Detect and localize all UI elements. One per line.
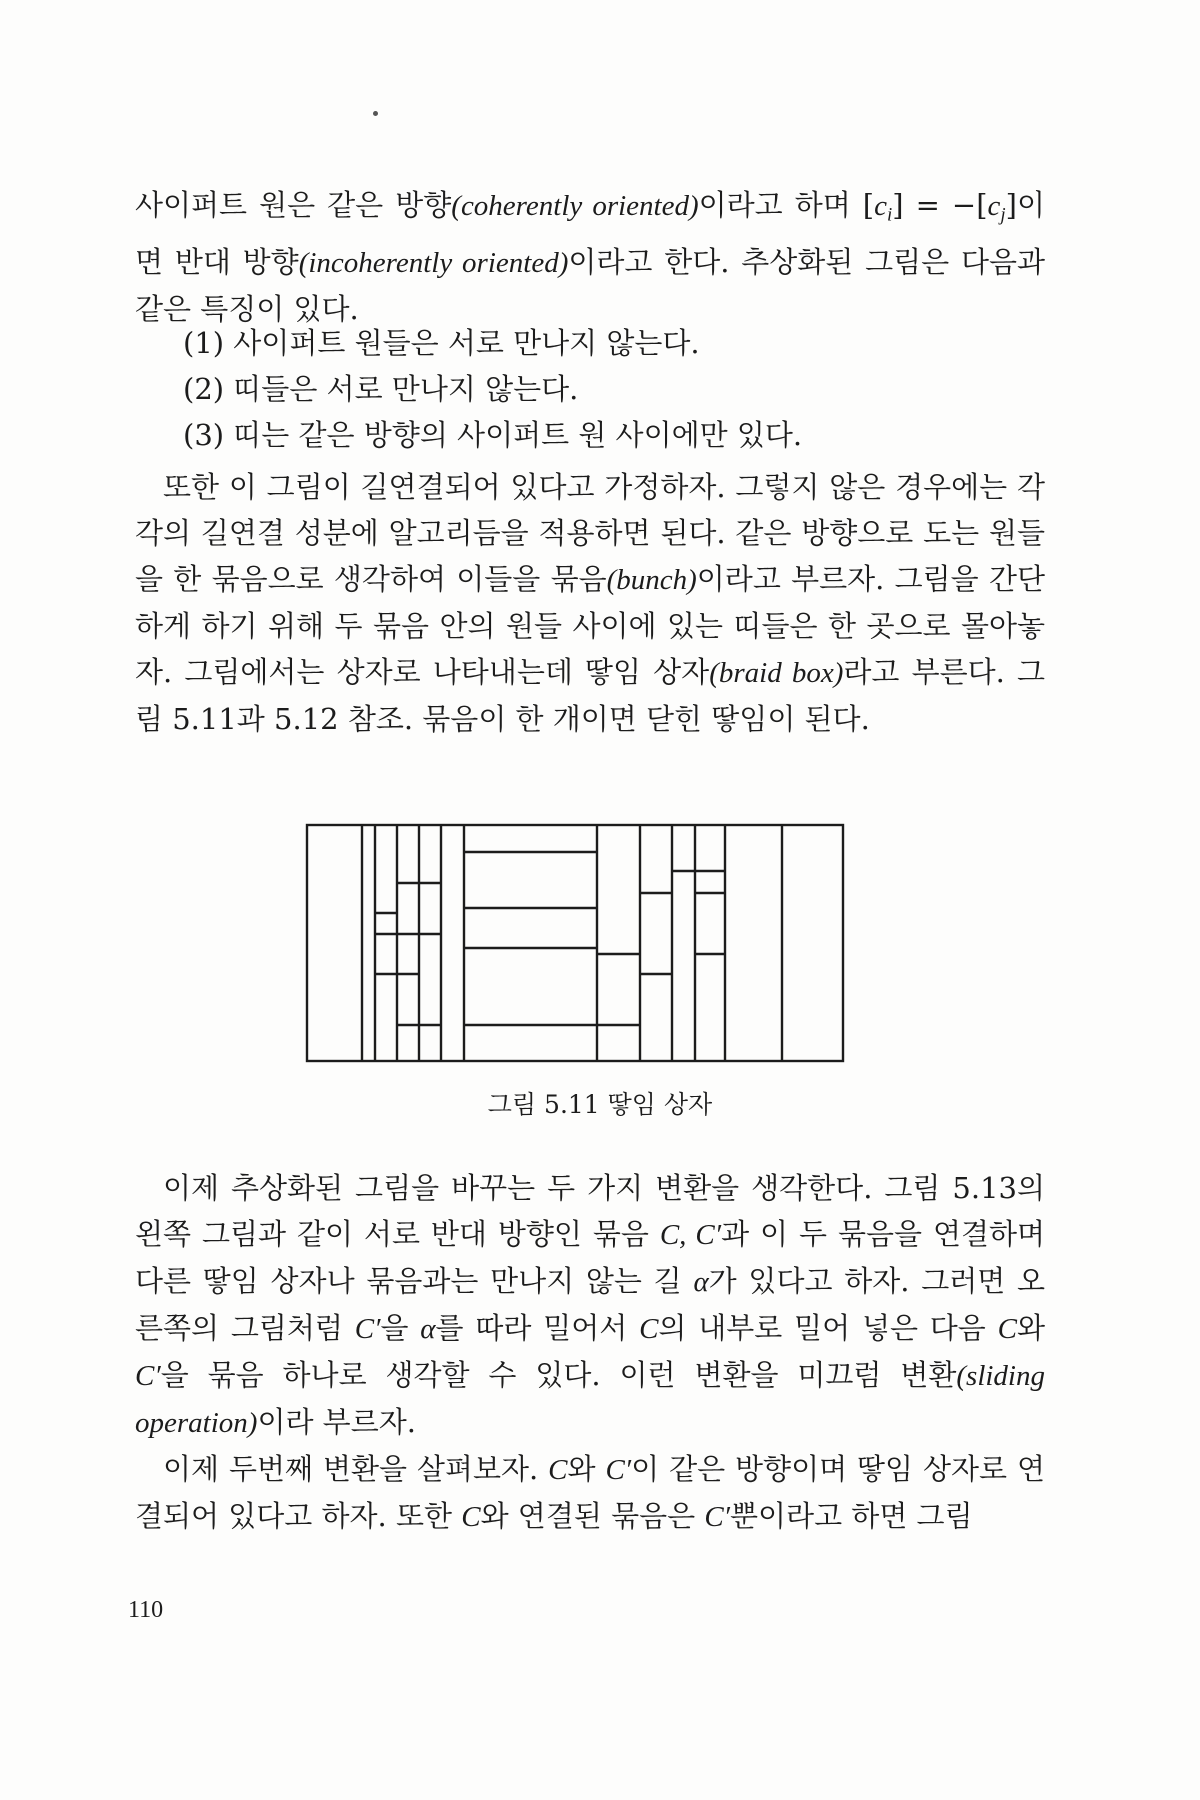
p2-text: 또한 이 그림이 길연결되어 있다고 가정하자. 그렇지 않은 경우에는 각각의 길연결 성분에 알고리듬을 적용하면 된다. 같은 방향으로 도는 원들을 한 묶음으로 생각하여 이들을 묶음 [135, 470, 1045, 596]
p1-text: ]이면 반대 방향 [135, 188, 1045, 279]
p3-text: 가 있다고 하자. 그러면 오른쪽의 그림처럼 [135, 1264, 1045, 1345]
math-c-prime: C′ [704, 1501, 731, 1533]
scan-speck [373, 111, 378, 116]
math-c: c [874, 190, 887, 222]
math-c-prime: C′ [605, 1454, 632, 1486]
math-c: C [639, 1313, 659, 1345]
p1-term-coherent: (coherently oriented) [451, 190, 699, 222]
math-c-prime: C′ [135, 1360, 161, 1392]
p1-text: 사이퍼트 원은 같은 방향 [135, 188, 452, 222]
list-item: (2) 띠들은 서로 만나지 않는다. [183, 372, 579, 406]
p3-text: 이제 추상화된 그림을 바꾸는 두 가지 변환을 생각한다. 그림 5.13의 왼쪽 그림과 같이 서로 반대 방향인 묶음 [135, 1171, 1045, 1251]
p1-text: 이라고 한다. 추상화된 그림은 다음과 같은 특징이 있다. [135, 244, 1046, 326]
math-c: C [997, 1313, 1017, 1345]
math-c-prime: C′ [354, 1313, 381, 1345]
p2-text: 이라고 부르자. 그림을 간단하게 하기 위해 두 묶음 안의 원들 사이에 있는 띠들은 한 곳으로 몰아놓자. 그림에서는 상자로 나타내는데 땋임 상자 [135, 562, 1046, 689]
paragraph-3 [135, 1165, 1045, 1446]
list-item: (3) 띠는 같은 방향의 사이퍼트 원 사이에만 있다. [183, 418, 803, 452]
page-number: 110 [128, 1597, 164, 1623]
p3-text: 과 이 두 묶음을 연결하며 다른 땋임 상자나 묶음과는 만나지 않는 길 [135, 1217, 1046, 1298]
math-bunches: C, C′ [659, 1219, 722, 1251]
p4-text: 와 [567, 1452, 606, 1486]
math-c: c [987, 190, 1001, 222]
p4-text: 와 연결된 묶음은 [480, 1499, 705, 1533]
math-alpha: α [693, 1266, 709, 1298]
math-sub-j: j [1000, 204, 1006, 226]
figure-caption: 그림 5.11 땋임 상자 [487, 1090, 713, 1119]
p3-text: 을 묶음 하나로 생각할 수 있다. 이런 변환을 미끄럼 변환 [160, 1358, 957, 1392]
p2-text: 라고 부른다. 그림 5.11과 5.12 참조. 묶음이 한 개이면 닫힌 땋임이 된다. [135, 655, 1046, 736]
p3-text: 를 따라 밀어서 [435, 1311, 640, 1345]
p4-text: 뿐이라고 하면 그림 [730, 1499, 973, 1533]
feature-list [183, 320, 802, 458]
math-alpha: α [420, 1313, 436, 1345]
braid-box-figure [302, 820, 848, 1066]
p4-text: 이제 두번째 변환을 살펴보자. [163, 1452, 549, 1486]
p1-text: 이라고 하며 [ [698, 188, 875, 222]
paragraph-4 [135, 1446, 1045, 1540]
math-c: C [461, 1501, 481, 1533]
paragraph-1 [135, 182, 1045, 332]
math-c: C [548, 1454, 568, 1486]
p2-term-braid-box: (braid box) [709, 657, 844, 689]
p3-term-sliding: (sliding operation) [135, 1360, 1045, 1439]
p4-text: 이 같은 방향이며 땋임 상자로 연결되어 있다고 하자. 또한 [135, 1452, 1045, 1533]
math-sub-i: i [886, 204, 893, 226]
list-item: (1) 사이퍼트 원들은 서로 만나지 않는다. [183, 326, 700, 360]
p3-text: 와 [1017, 1311, 1046, 1345]
paragraph-2 [135, 464, 1045, 742]
p3-text: 의 내부로 밀어 넣은 다음 [658, 1311, 998, 1345]
p1-term-incoherent: (incoherently oriented) [298, 246, 569, 279]
p3-text: 을 [380, 1311, 421, 1345]
p1-text: ] = −[ [892, 188, 988, 222]
p2-term-bunch: (bunch) [606, 564, 697, 596]
p3-text: 이라 부르자. [257, 1405, 416, 1439]
